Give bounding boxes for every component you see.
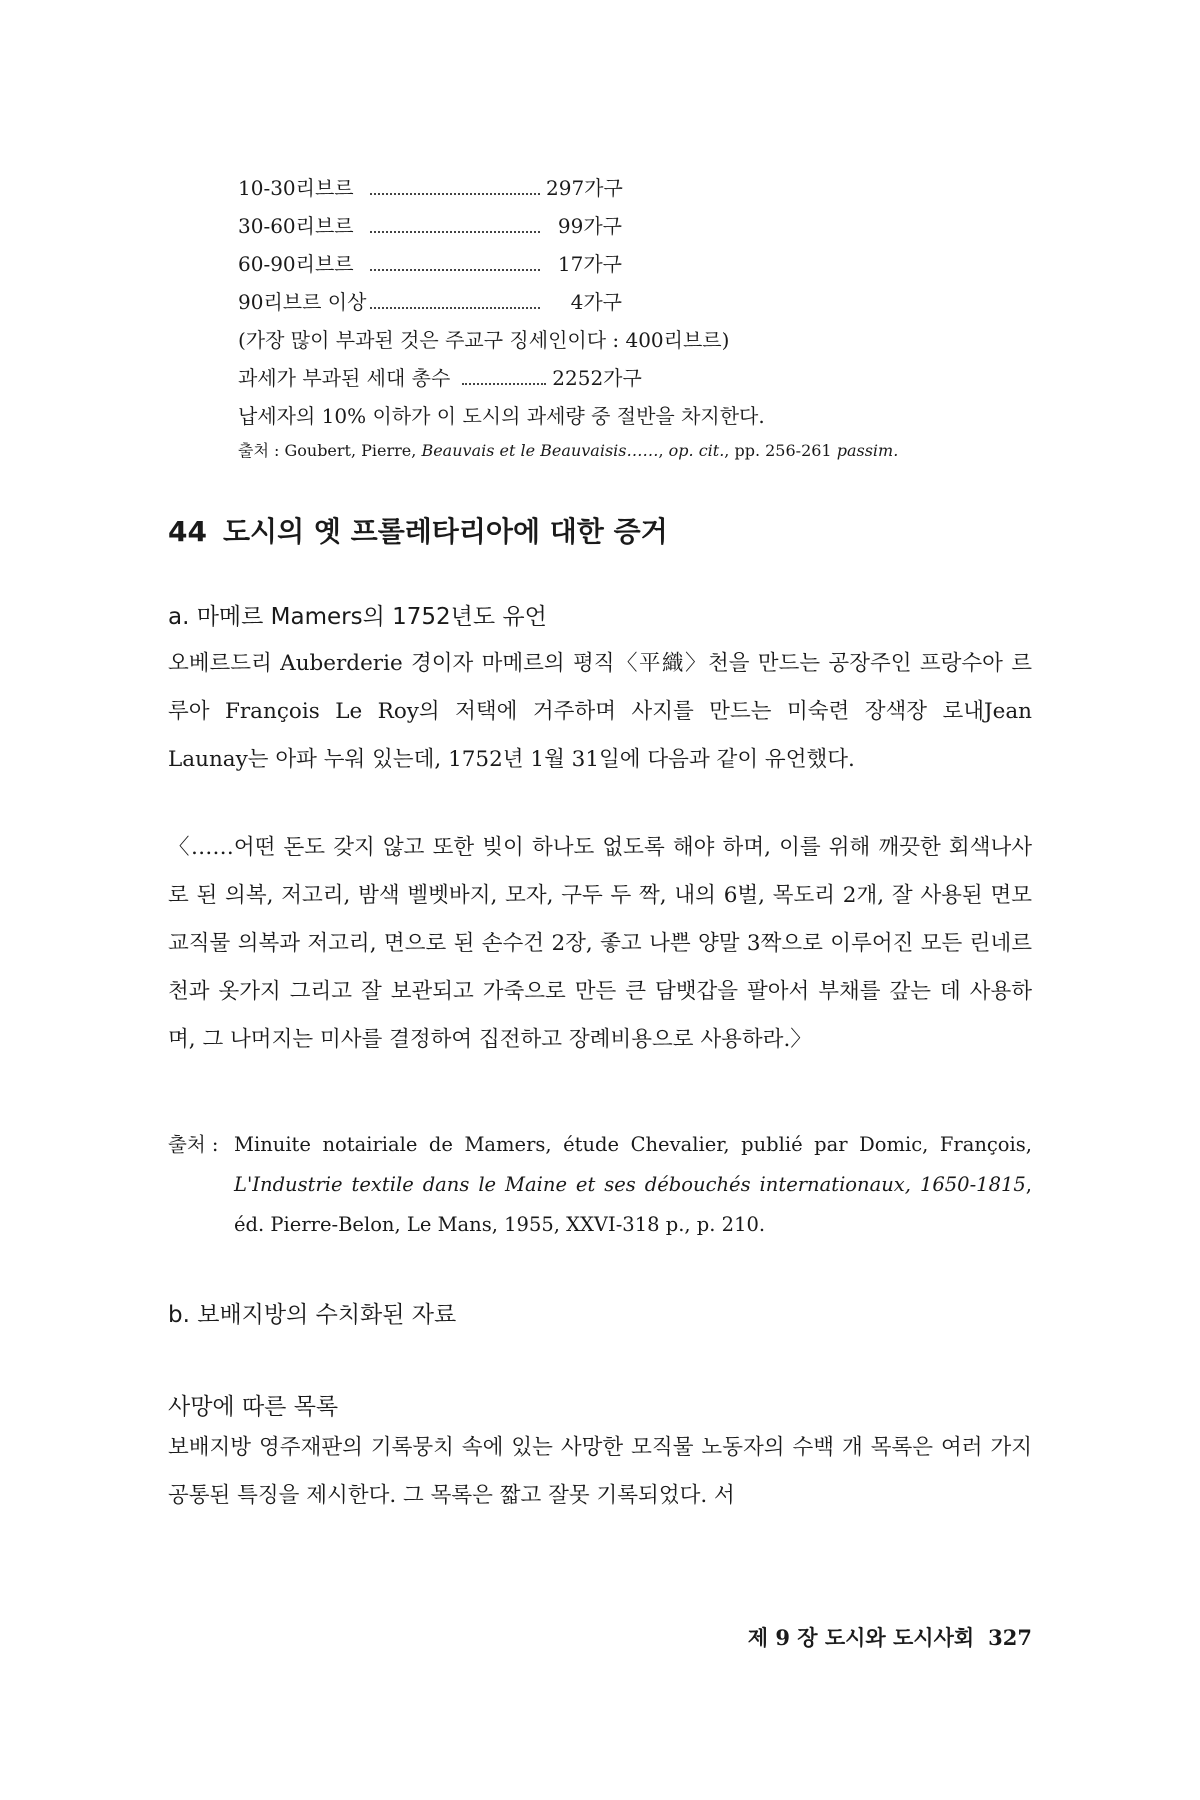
subsection-b-title: b. 보배지방의 수치화된 자료 [168,1302,457,1328]
source-text-part: Minuite notairiale de Mamers, étude Chevalier, publié par Domic, François, [234,1133,1032,1156]
page-number: 327 [988,1625,1032,1650]
citation-passim: passim. [836,441,899,460]
tax-summary: 납세자의 10% 이하가 이 도시의 과세량 중 절반을 차지한다. [238,404,765,428]
tax-household-count: 99가구 [557,214,622,238]
tax-household-count: 4가구 [570,290,622,314]
tax-distribution-table [238,172,958,474]
tax-bracket-label: 30-60리브르 [238,214,354,238]
source-text [234,1125,1032,1245]
tax-row [238,210,958,248]
tax-bracket-label: 90리브르 이상 [238,290,367,314]
chapter-title: 제 9 장 도시와 도시사회 [747,1625,975,1650]
tax-household-count: 297가구 [546,176,623,200]
source-citation [168,1125,1032,1245]
body-paragraph: 오베르드리 Auberderie 경이자 마메르의 평직〈平織〉천을 만드는 공장주인 프랑수아 르 루아 François Le Roy의 저택에 거주하며 사지를 만드는 미숙련 장색장 로내Jean Launay는 아파 누워 있는데, 1752년 1월 31일에 다음과 같이 유언했다. [168,651,1032,772]
tax-row [238,172,958,210]
tax-total-row [238,362,958,400]
tax-note: (가장 많이 부과된 것은 주교구 징세인이다 : 400리브르) [238,328,730,352]
page-footer [748,1622,1032,1652]
source-text-part: , éd. Pierre-Belon, Le Mans, 1955, XXVI-318 p., p. 210. [234,1173,1032,1236]
tax-bracket-label: 60-90리브르 [238,252,354,276]
subsection-a-title: a. 마메르 Mamers의 1752년도 유언 [168,604,547,630]
section-number: 44 [168,515,207,548]
dot-leader [462,382,546,385]
citation-sep: , [658,441,669,460]
tax-row [238,248,958,286]
subsection-b-heading: 사망에 따른 목록 [168,1394,339,1420]
section-title: 도시의 옛 프롤레타리아에 대한 증거 [222,515,668,548]
tax-source-citation [238,438,958,474]
source-book-title: L'Industrie textile dans le Maine et ses débouchés internationaux, 1650-1815 [234,1173,1026,1196]
dot-leader [370,306,540,309]
citation-opcit: op. cit. [668,441,725,460]
citation-prefix: 출처 : Goubert, Pierre, [238,441,422,460]
tax-total-label: 과세가 부과된 세대 총수 [238,366,451,390]
tax-total-value: 2252가구 [552,366,642,390]
testament-quote: 〈……어떤 돈도 갖지 않고 또한 빚이 하나도 없도록 해야 하며, 이를 위해 깨끗한 회색나사로 된 의복, 저고리, 밤색 벨벳바지, 모자, 구두 두 짝, 내의 6벌, 목도리 2개, 잘 사용된 면모교직물 의복과 저고리, 면으로 된 손수건 2장, 좋고 나쁜 양말 3짝으로 이루어진 모든 린네르 천과 옷가지 그리고 잘 보관되고 가죽으로 만든 큰 담뱃갑을 팔아서 부채를 갚는 데 사용하며, 그 나머지는 미사를 결정하여 집전하고 장례비용으로 사용하라.〉 [168,835,1032,1052]
tax-bracket-label: 10-30리브르 [238,176,354,200]
citation-pages: , pp. 256-261 [724,441,837,460]
source-label: 출처 : [168,1133,219,1156]
body-paragraph: 보배지방 영주재판의 기록뭉치 속에 있는 사망한 모직물 노동자의 수백 개 목록은 여러 가지 공통된 특징을 제시한다. 그 목록은 짧고 잘못 기록되었다. 서 [168,1435,1032,1508]
dot-leader [370,192,540,195]
dot-leader [370,268,540,271]
tax-row [238,286,958,324]
dot-leader [370,230,540,233]
tax-household-count: 17가구 [557,252,622,276]
citation-title: Beauvais et le Beauvaisis…… [421,441,659,460]
section-heading [168,510,668,550]
